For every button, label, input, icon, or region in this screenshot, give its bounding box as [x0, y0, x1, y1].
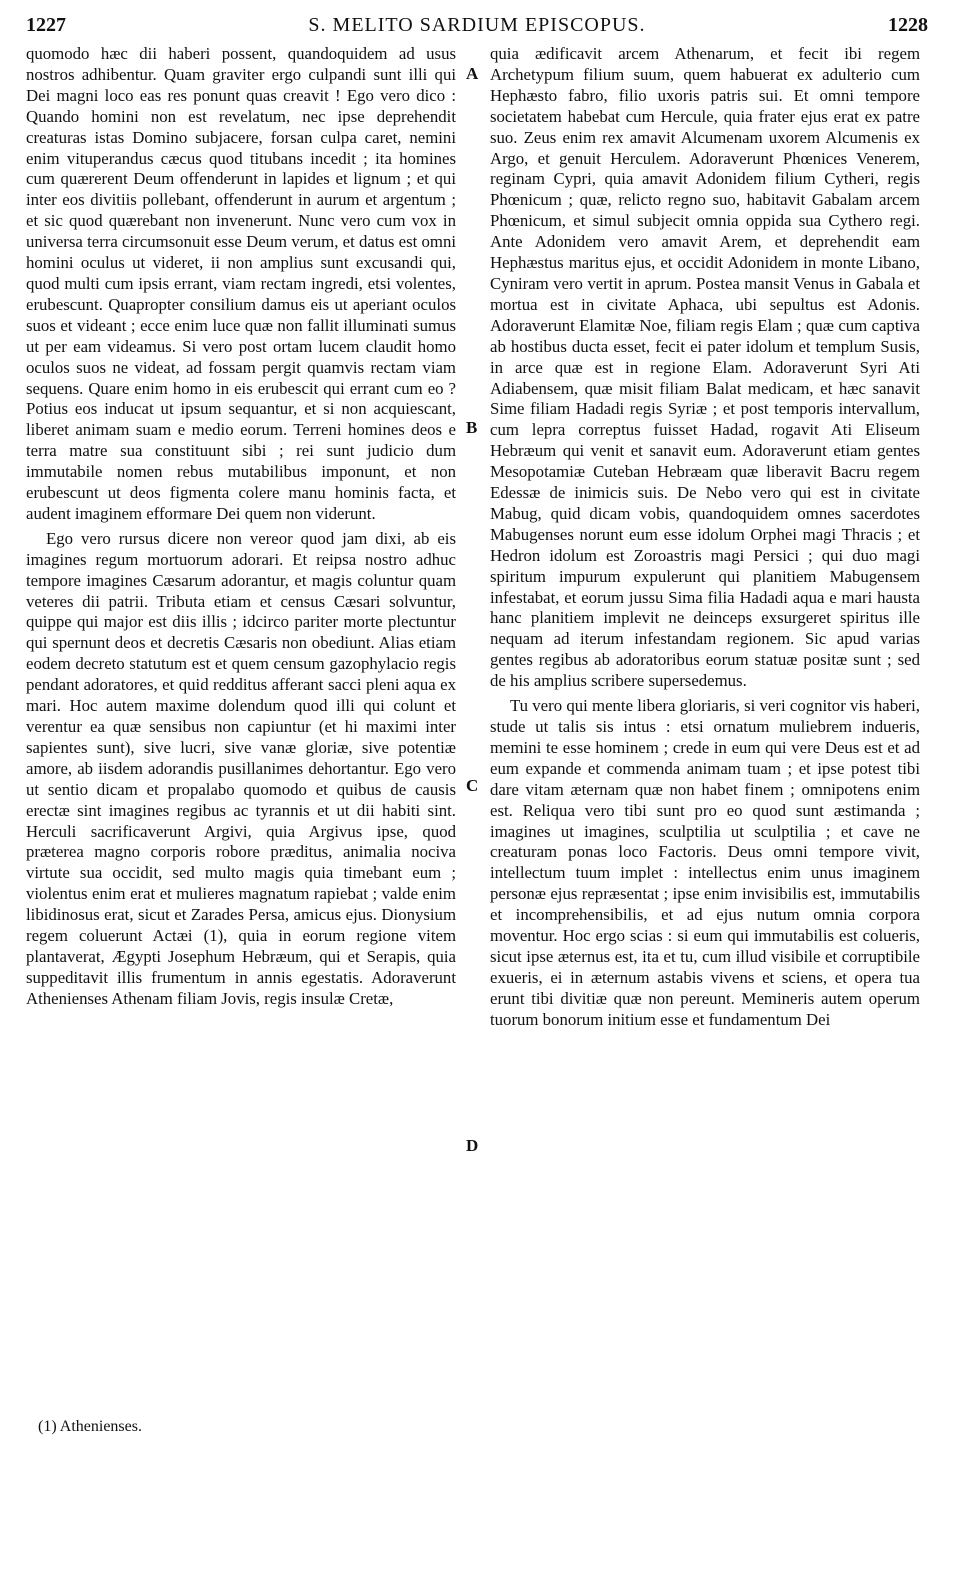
page-number-left: 1227 — [26, 14, 66, 36]
left-column — [26, 44, 456, 1010]
footnote: (1) Athenienses. — [38, 1418, 142, 1435]
margin-letter-b: B — [466, 418, 478, 437]
right-paragraph-1: quia ædificavit arcem Athenarum, et fecit ibi regem Archetypum filium suum, quem habuerat ex adulterio cum Hephæsto fabro, filio uxoris patris sui. Et omni tempore societatem habebat cum Hercule, quia frater ejus erat ex patre suo. Zeus enim rex amavit Alcumenam uxorem Alcumenis ex Argo, et genuit Herculem. Adoraverunt Phœnices Venerem, reginam Cypri, quia amavit Adonidem filium Cytheri, regis Phœnicum ; quæ, relicto regno suo, habitavit Gabalam arcem Phœnicum, et simul subjecit omnia oppida sua Cythero regi. Ante Adonidem vero amavit Arem, et deprehendit eam Hephæstus maritus ejus, et occidit Adonidem in monte Libano, Cyniram vero vertit in aprum. Postea mansit Venus in Gabala et mortua est in civitate Aphaca, ubi sepultus est Adonis. Adoraverunt Elamitæ Noe, filiam regis Elam ; quæ cum captiva ab hostibus ducta esset, fecit ei pater idolum et templum Susis, in arce quæ est in regione Elam. Adoraverunt Syri Ati Adiabensem, quæ misit filiam Balat medicam, et hæc sanavit Sime filiam Hadadi regis Syriæ ; et post temporis intervallum, cum lepra correptus fuisset Hadad, rogavit Ati Eliseum Hebræum qui venit et sanavit eum. Adoraverunt etiam gentes Mesopotamiæ Cuteban Hebræam quæ liberavit Bacru regem Edessæ de inimicis suis. De Nebo vero qui est in civitate Mabug, quid dicam vobis, quandoquidem omnes sacerdotes Mabugenses norunt eum esse idolum Orphei magi Thracis ; et Hedron idolum est Zoroastris magi Persici ; qui duo magi spiritum impurum expulerunt qui planitiem Mabugensem infestabat, et eorum jussu Sima filia Hadadi aqua e mari hausta hanc planitiem implevit ne deinceps exsurgeret spiritus ille nequam ad iterum infestandam regionem. Sic apud varias gentes regibus ab adoratoribus eorum statuæ positæ sunt ; sed de his amplius scribere supersedemus. — [490, 44, 920, 691]
margin-letter-c: C — [466, 776, 479, 795]
page-number-right: 1228 — [888, 14, 928, 36]
running-title: S. MELITO SARDIUM EPISCOPUS. — [308, 14, 646, 36]
running-header — [26, 14, 928, 44]
margin-letter-a: A — [466, 64, 479, 83]
margin-letter-d: D — [466, 1136, 479, 1155]
left-paragraph-1: quomodo hæc dii haberi possent, quandoquidem ad usus nostros adhibentur. Quam graviter ergo culpandi sunt illi qui Dei magni loco eas res ponunt quas creavit ! Ego vero dico : Quando homini non est revelatum, nec ipse deprehendit creaturas istas Domino subjacere, forsan culpa caret, nemini enim vituperandus cæcus quod titubans incedit ; ita homines cum quærerent Deum offenderunt in lapides et lignum ; et qui inter eos divitiis pollebant, offenderunt in aurum et argentum ; et sic quod quærebant non invenerunt. Nunc vero cum vox in universa terra circumsonuit esse Deum verum, et datus est omni homini oculus ut videret, ii non amplius sunt excusandi qui, quod multi cum ipsis errant, viam rectam ingredi, etsi volentes, erubescunt. Quapropter consilium damus eis ut aperiant oculos suos et videant ; ecce enim luce quæ non fallit illuminati sumus ut per eam videamus. Si vero post ortam lucem claudit homo oculos suos ne videat, ad fossam pergit quamvis rectam viam sequens. Quare enim homo in eis erubescit qui errant cum eo ? Potius eos inducat ut ipsum sequantur, et si non acquiescant, liberet animam suam e medio eorum. Terreni homines deos e terra matre sua constituunt sibi ; rei sunt judicio dum immutabile nomen rebus mutabilibus imponunt, et non erubescunt ut deos figmenta colere manu hominis facta, et audent imaginem efformare Dei quem non viderunt. — [26, 44, 456, 523]
left-paragraph-2: Ego vero rursus dicere non vereor quod jam dixi, ab eis imagines regum mortuorum adorari. Et reipsa nostro adhuc tempore imagines Cæsarum adorantur, et magis coluntur quam veteres dii patrii. Tributa etiam et census Cæsari solvuntur, quippe qui major est diis illis ; idcirco pariter morte plectuntur qui spernunt deos et decretis Cæsaris non obediunt. Alias etiam eodem decreto statutum est et quem censum gazophylacio regis pendant adoratores, et quid redditus afferant sacci pleni aqua ex mari. Hoc autem maxime dolendum quod illi qui colunt et verentur ea quæ sensibus non capiuntur (et hi maximi inter sapientes sunt), sive lucri, sive vanæ gloriæ, sive potentiæ amore, ab iisdem adorandis pusillanimes dehortantur. Ego vero ut sentio dicam et propalabo quomodo et quibus de causis erectæ sint imagines regibus ac tyrannis et ut dii habiti sint. Herculi sacrificaverunt Argivi, quia Argivus ipse, quod præterea magno corporis robore præditus, animalia nociva virtute sua occidit, sed multo magis quia timebant eum ; violentus enim erat et mulieres magnatum rapiebat ; valde enim libidinosus erat, sicut et Zarades Persa, amicus ejus. Dionysium regem coluerunt Actæi (1), quia in eorum regione vitem plantaverat, Ægypti Josephum Hebræum, qui et Serapis, quia suppeditavit illis frumentum in annis egestatis. Adoraverunt Athenienses Athenam filiam Jovis, regis insulæ Cretæ, — [26, 528, 456, 1008]
right-column — [490, 44, 920, 1031]
right-paragraph-2: Tu vero qui mente libera gloriaris, si veri cognitor vis haberi, stude ut talis sis intus : etsi ornatum muliebrem indueris, memini te esse hominem ; crede in eum qui vere Deus est et ad eum expande et commenda animam tuam ; et ipse potest tibi dare vitam æternam quæ non habet finem ; omnipotens enim est. Reliqua vero tibi sunt pro eo quod sunt æstimanda ; imagines ut imagines, sculptilia ut sculptilia ; et cave ne creaturam ponas loco Factoris. Deus omni tempore vivit, intellectum tuum implet : intellectus enim unus imaginem personæ ejus repræsentat ; ipse enim invisibilis est, immutabilis et incomprehensibilis, et ad ejus nutum omnia corpora moventur. Hoc ergo scias : si eum qui immutabilis est colueris, sicut ipse æternus est, ita et tu, cum illud visibile et corruptibile exueris, ei in æternum astabis vivens et sciens, et opera tua erunt tibi divitiæ quæ non pereunt. Memineris autem operum tuorum bonorum initium esse et fundamentum Dei — [490, 696, 920, 1029]
